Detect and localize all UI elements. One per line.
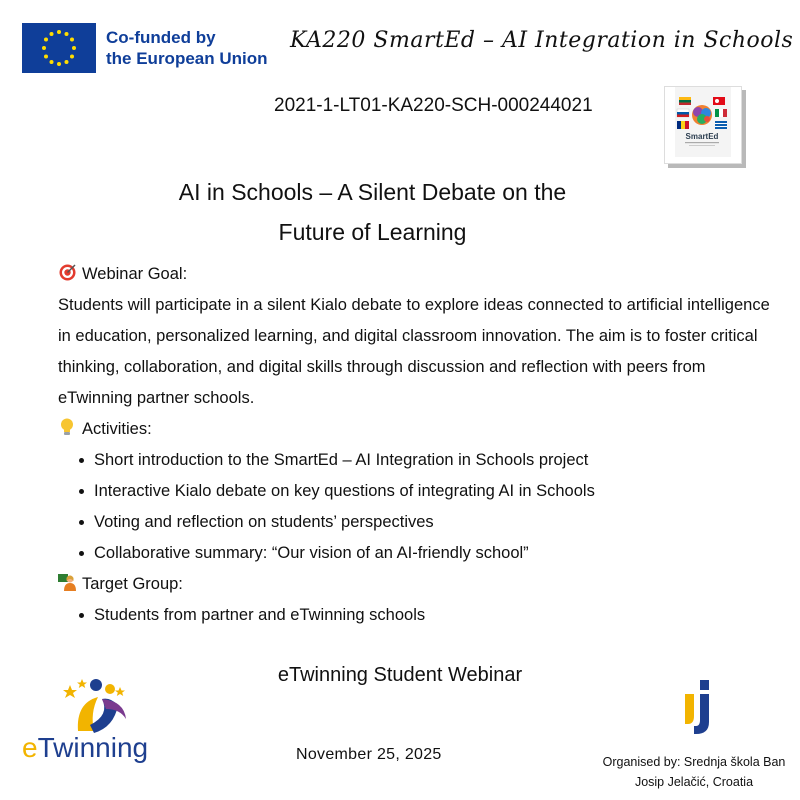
goal-heading: Webinar Goal: [82, 265, 188, 283]
etwinning-wordmark-rest: Twinning [37, 732, 149, 763]
activities-list [58, 445, 770, 569]
smarted-label: SmartEd [685, 132, 719, 141]
etwinning-wordmark-e: e [22, 732, 38, 763]
light-bulb-icon [58, 414, 76, 445]
eu-cofunded-text [106, 27, 276, 69]
target-group-heading-row [58, 569, 770, 600]
smarted-logo [664, 86, 742, 164]
list-item: Voting and reflection on students’ perspectives [94, 507, 770, 538]
etwinning-wordmark [22, 732, 182, 764]
target-group-heading: Target Group: [82, 575, 183, 593]
list-item: Students from partner and eTwinning schools [94, 600, 770, 631]
project-code: 2021-1-LT01-KA220-SCH-000244021 [274, 95, 593, 116]
project-title: KA220 SmartEd – AI Integration in Schools [290, 28, 794, 53]
list-item: Short introduction to the SmartEd – AI Integration in Schools project [94, 445, 770, 476]
webinar-name: eTwinning Student Webinar [277, 664, 523, 686]
activities-heading: Activities: [82, 420, 152, 438]
content-body [58, 259, 770, 631]
goal-text: Students will participate in a silent Kialo debate to explore ideas connected to artificial intelligence in education, personalized learning, and digital classroom innovation. The aim is to foster critical thinking, collaboration, and digital skills through discussion and reflection with peers from eTwinning partner schools. [58, 296, 770, 407]
eu-flag-logo [22, 23, 96, 73]
eu-line-1: Co-funded by [106, 28, 216, 47]
school-logo [680, 680, 724, 736]
title-line-2: Future of Learning [278, 219, 467, 245]
list-item: Collaborative summary: “Our vision of an AI-friendly school” [94, 538, 770, 569]
page-title [100, 172, 645, 252]
goal-heading-row [58, 259, 770, 290]
target-icon [58, 259, 76, 290]
eu-line-2: the European Union [106, 49, 268, 68]
target-group-list [58, 600, 770, 631]
teacher-icon [58, 569, 76, 600]
organiser-credit [594, 752, 794, 792]
activities-heading-row [58, 414, 770, 445]
title-line-1: AI in Schools – A Silent Debate on the [178, 179, 567, 205]
list-item: Interactive Kialo debate on key questions of integrating AI in Schools [94, 476, 770, 507]
etwinning-figure-logo [60, 675, 140, 737]
organiser-line-2: Josip Jelačić, Croatia [634, 775, 754, 789]
webinar-date: November 25, 2025 [296, 746, 442, 763]
organiser-line-1: Organised by: Srednja škola Ban [602, 755, 786, 769]
